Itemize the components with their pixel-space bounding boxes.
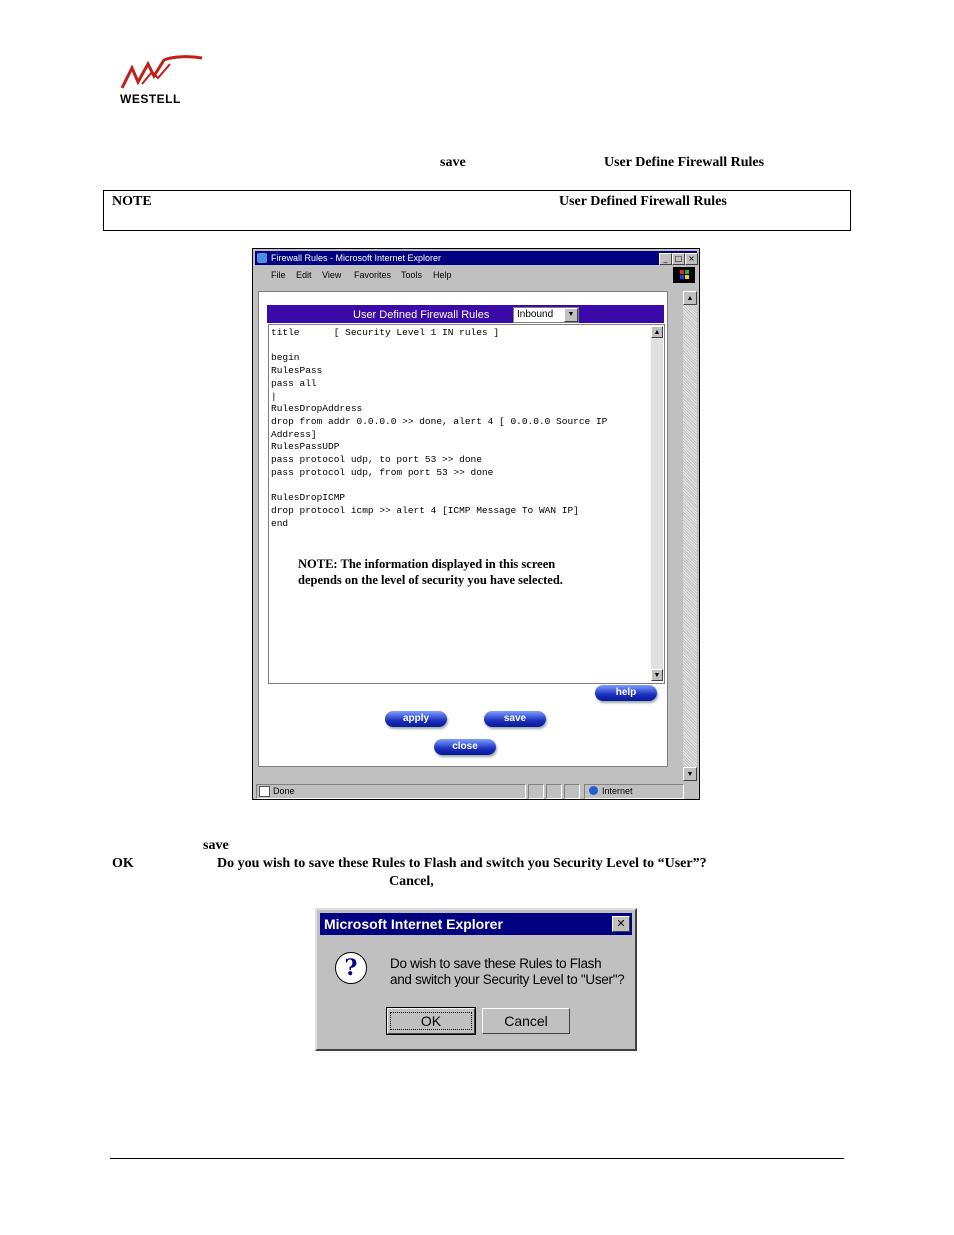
status-bar bbox=[255, 783, 699, 799]
menu-help[interactable]: Help bbox=[433, 270, 452, 280]
chevron-down-icon[interactable]: ▼ bbox=[564, 308, 578, 322]
browser-titlebar bbox=[255, 251, 697, 265]
scroll-down-icon[interactable]: ▼ bbox=[683, 767, 697, 781]
rules-line: pass protocol udp, to port 53 >> done bbox=[271, 454, 482, 466]
question-icon: ? bbox=[335, 952, 367, 984]
logo-wordmark: WESTELL bbox=[120, 92, 181, 106]
rules-line: drop from addr 0.0.0.0 >> done, alert 4 [ 0.0.0.0 Source IP bbox=[271, 415, 608, 427]
minimize-icon[interactable]: _ bbox=[659, 253, 672, 265]
textarea-scroll-down-icon[interactable]: ▼ bbox=[651, 669, 663, 681]
confirm-dialog bbox=[315, 908, 637, 1051]
status-done-cell bbox=[256, 784, 526, 799]
dialog-title: Microsoft Internet Explorer bbox=[324, 916, 503, 932]
rules-line bbox=[271, 340, 607, 353]
globe-icon bbox=[589, 786, 598, 795]
menu-favorites[interactable]: Favorites bbox=[354, 270, 392, 280]
step-ok-word: OK bbox=[112, 856, 134, 871]
inner-note bbox=[298, 556, 628, 588]
page-scrollbar[interactable] bbox=[683, 291, 697, 781]
close-icon[interactable]: × bbox=[685, 253, 698, 265]
westell-logo bbox=[118, 54, 208, 106]
windows-logo-icon bbox=[673, 267, 695, 283]
menu-edit[interactable]: Edit bbox=[296, 270, 312, 280]
rules-line: drop protocol icmp >> alert 4 [ICMP Message To WAN IP] bbox=[271, 504, 579, 516]
footer-rule bbox=[110, 1158, 844, 1159]
apply-button[interactable]: apply bbox=[385, 711, 447, 727]
dialog-message bbox=[390, 956, 624, 988]
rules-line bbox=[271, 479, 607, 492]
intro-save-word: save bbox=[440, 155, 466, 170]
step-question: Do you wish to save these Rules to Flash and switch you Security Level to “User”? bbox=[217, 856, 707, 871]
rules-line: end bbox=[271, 517, 289, 529]
step-save-word: save bbox=[203, 838, 229, 853]
firewall-rules-header bbox=[267, 305, 664, 323]
rules-line: pass all bbox=[271, 377, 317, 389]
dialog-ok-button[interactable] bbox=[387, 1008, 475, 1034]
menu-bar bbox=[255, 267, 697, 283]
header-title: User Defined Firewall Rules bbox=[353, 309, 490, 321]
dialog-ok-label: OK bbox=[390, 1012, 472, 1030]
menu-view[interactable]: View bbox=[322, 270, 342, 280]
browser-window bbox=[252, 248, 700, 800]
rules-line: RulesPass bbox=[271, 365, 323, 377]
rules-line: begin bbox=[271, 352, 300, 364]
dialog-titlebar bbox=[320, 913, 632, 935]
save-button[interactable]: save bbox=[484, 711, 546, 727]
menu-file[interactable]: File bbox=[271, 270, 286, 280]
dialog-cancel-button[interactable]: Cancel bbox=[482, 1008, 570, 1034]
status-zone: Internet bbox=[602, 786, 633, 796]
inner-note-line-1: NOTE: The information displayed in this screen bbox=[298, 557, 556, 571]
rules-line: Address] bbox=[271, 428, 317, 440]
ie-icon bbox=[257, 253, 267, 263]
rules-line: pass protocol udp, from port 53 >> done bbox=[271, 466, 494, 478]
inner-note-line-2: depends on the level of security you have selected. bbox=[298, 573, 563, 587]
rules-line: RulesPassUDP bbox=[271, 441, 340, 453]
menu-tools[interactable]: Tools bbox=[401, 270, 423, 280]
maximize-icon[interactable]: □ bbox=[672, 253, 685, 265]
dialog-message-line-2: and switch your Security Level to "User"? bbox=[390, 972, 625, 987]
dialog-message-line-1: Do wish to save these Rules to Flash bbox=[390, 956, 602, 971]
scroll-up-icon[interactable]: ▲ bbox=[683, 291, 697, 305]
westell-logo-mark-icon bbox=[118, 54, 208, 94]
intro-screen-name: User Define Firewall Rules bbox=[604, 155, 765, 170]
textarea-scrollbar[interactable] bbox=[651, 326, 663, 681]
rules-line: | bbox=[271, 390, 277, 402]
browser-title: Firewall Rules - Microsoft Internet Explorer bbox=[271, 253, 442, 263]
close-button[interactable]: close bbox=[434, 739, 496, 755]
note-box bbox=[103, 190, 851, 231]
status-text: Done bbox=[273, 786, 295, 796]
page-icon bbox=[259, 786, 270, 797]
direction-select-value: Inbound bbox=[517, 309, 554, 320]
rules-text bbox=[271, 327, 607, 530]
rules-textarea[interactable] bbox=[268, 324, 665, 684]
note-screen-name: User Defined Firewall Rules bbox=[559, 194, 727, 209]
textarea-scroll-up-icon[interactable]: ▲ bbox=[651, 326, 663, 338]
status-zone-cell bbox=[584, 784, 684, 799]
help-button[interactable]: help bbox=[595, 685, 657, 701]
note-label: NOTE bbox=[112, 194, 152, 209]
rules-line: RulesDropICMP bbox=[271, 492, 346, 504]
rules-line: title [ Security Level 1 IN rules ] bbox=[271, 327, 500, 338]
dialog-close-icon[interactable]: ✕ bbox=[612, 916, 630, 932]
direction-select[interactable] bbox=[513, 307, 579, 323]
rules-line: RulesDropAddress bbox=[271, 403, 363, 415]
step-cancel-word: Cancel, bbox=[389, 874, 434, 889]
